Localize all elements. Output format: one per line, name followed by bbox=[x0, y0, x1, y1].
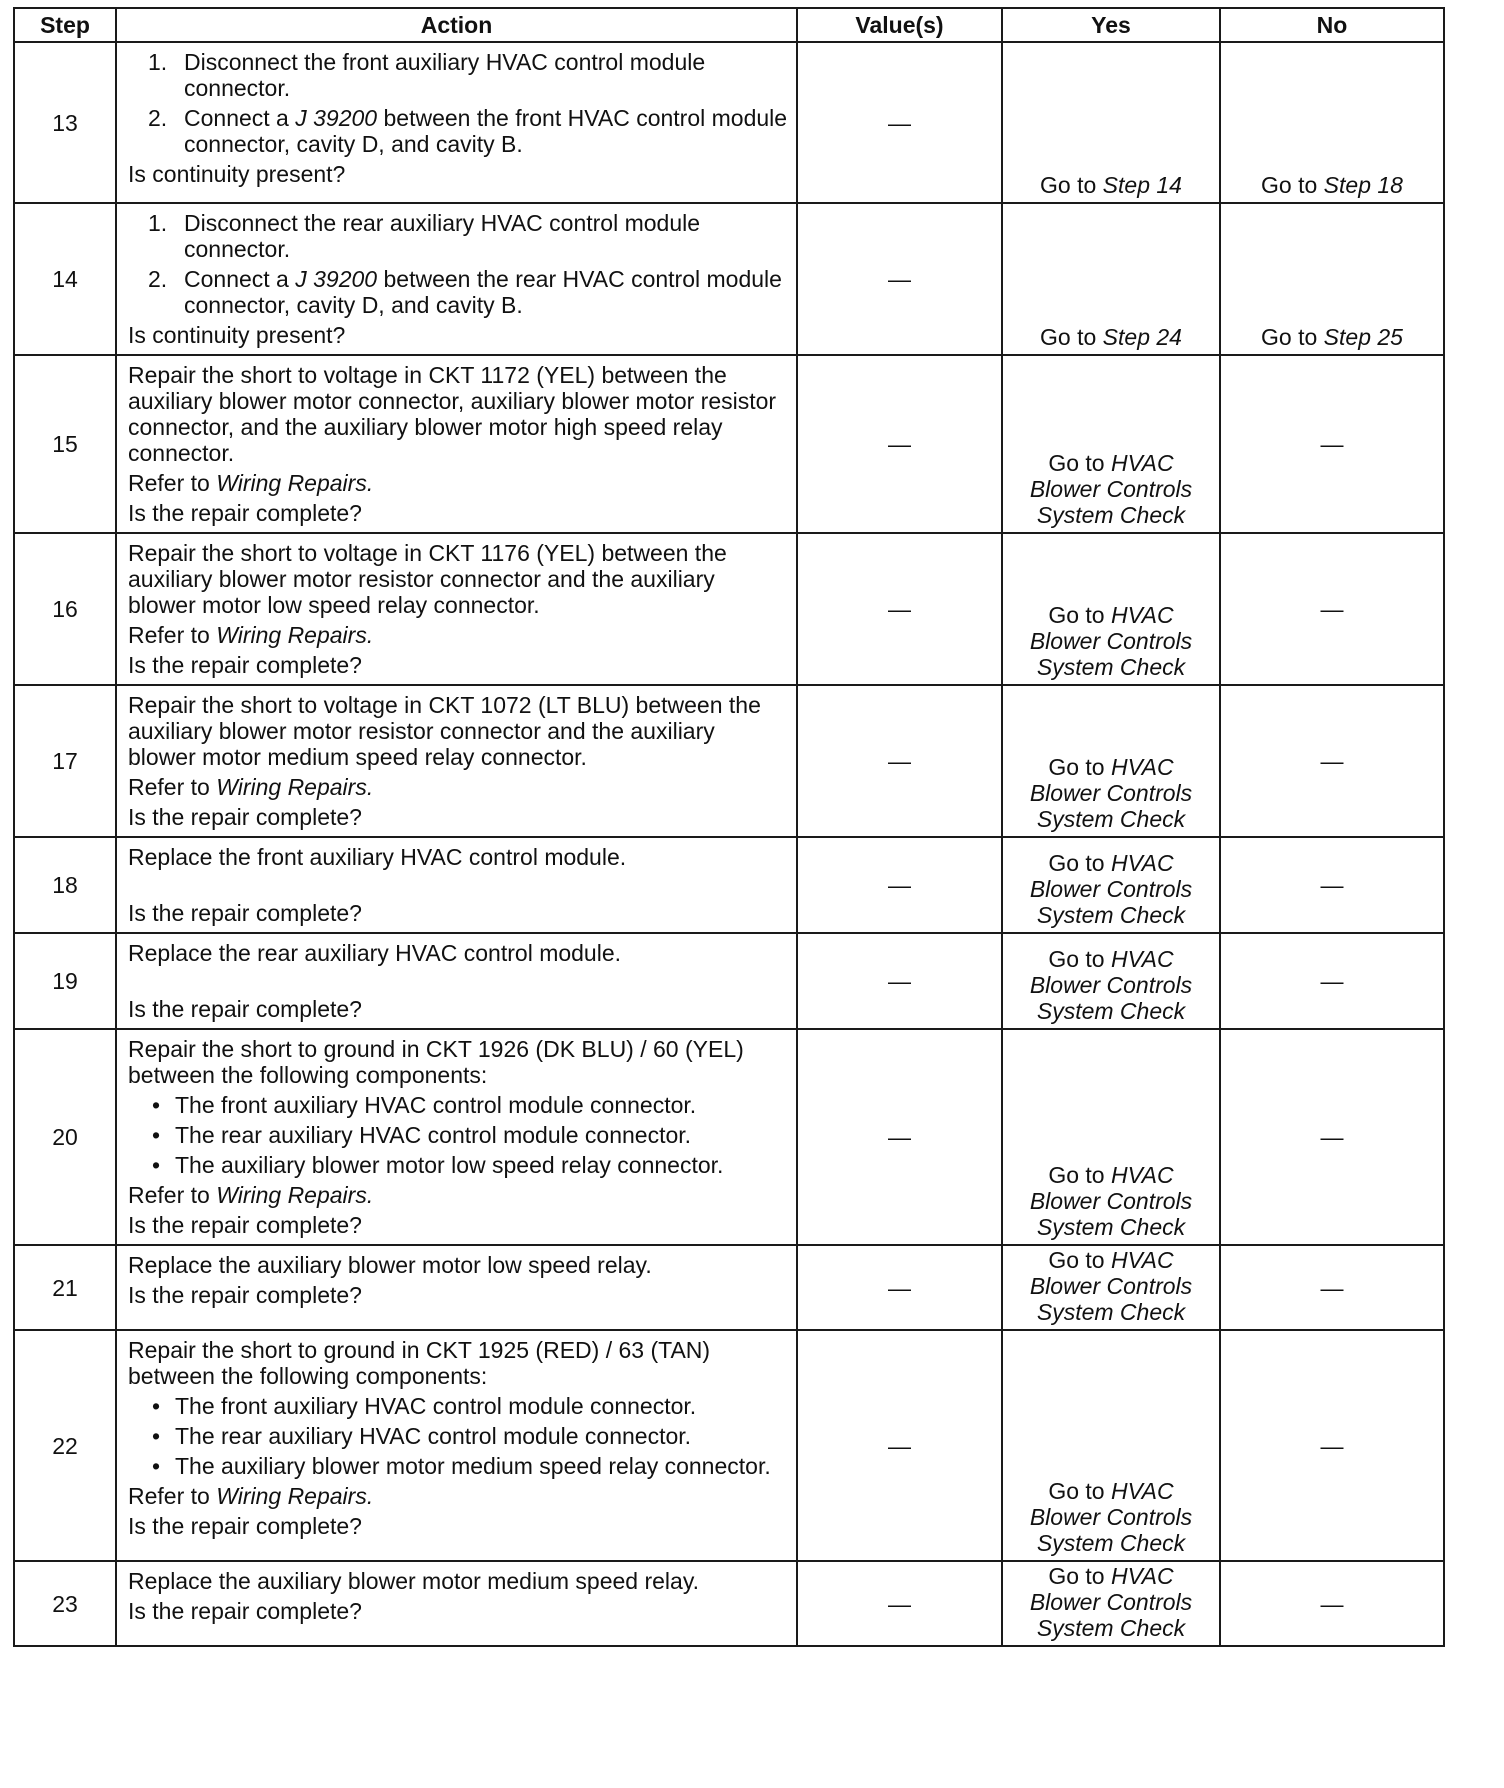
target-line: HVAC bbox=[1111, 1162, 1174, 1188]
header-row bbox=[14, 8, 1444, 42]
no-cell bbox=[1220, 933, 1444, 1029]
question: Is the repair complete? bbox=[128, 804, 362, 830]
list-item bbox=[128, 210, 788, 262]
refer-prefix: Refer to bbox=[128, 622, 210, 648]
dash: — bbox=[1320, 1432, 1344, 1459]
numbered-list bbox=[128, 49, 788, 157]
target-line: Blower Controls bbox=[1029, 1188, 1193, 1214]
table-row bbox=[14, 1561, 1444, 1646]
dash: — bbox=[888, 266, 911, 292]
list-item bbox=[128, 1423, 788, 1449]
dash: — bbox=[888, 596, 911, 622]
table-row bbox=[14, 42, 1444, 203]
list-item bbox=[128, 105, 788, 157]
goto-prefix: Go to bbox=[1048, 754, 1105, 780]
target-line: Blower Controls bbox=[1029, 1273, 1193, 1299]
no-cell bbox=[1220, 837, 1444, 933]
target-line: System Check bbox=[1036, 902, 1186, 928]
question: Is the repair complete? bbox=[128, 1513, 362, 1539]
table-row bbox=[14, 933, 1444, 1029]
dash: — bbox=[888, 109, 911, 136]
header-no: No bbox=[1220, 8, 1444, 42]
target-line: HVAC bbox=[1111, 1247, 1174, 1273]
refer-prefix: Refer to bbox=[128, 470, 210, 496]
yes-target: Step 24 bbox=[1102, 324, 1182, 350]
dash: — bbox=[888, 1274, 911, 1301]
no-cell bbox=[1220, 1245, 1444, 1330]
target-line: System Check bbox=[1036, 998, 1186, 1024]
question: Is the repair complete? bbox=[128, 652, 362, 678]
action-text: Replace the rear auxiliary HVAC control module. bbox=[128, 940, 622, 966]
refer-target: Wiring Repairs. bbox=[216, 1483, 374, 1509]
refer-prefix: Refer to bbox=[128, 774, 210, 800]
no-cell bbox=[1220, 203, 1444, 355]
bullet-icon: • bbox=[152, 1122, 161, 1148]
goto-line bbox=[1004, 1247, 1218, 1273]
action-cell bbox=[116, 1029, 797, 1245]
target-line: System Check bbox=[1036, 1214, 1186, 1240]
item-text: The rear auxiliary HVAC control module connector. bbox=[175, 1122, 692, 1148]
action-text: Replace the auxiliary blower motor low speed relay. bbox=[128, 1252, 652, 1278]
dash: — bbox=[1320, 1124, 1344, 1150]
goto-prefix: Go to bbox=[1048, 1563, 1105, 1589]
dash: — bbox=[1320, 1590, 1344, 1617]
target-line: System Check bbox=[1036, 1530, 1186, 1556]
numbered-list bbox=[128, 210, 788, 318]
list-item bbox=[128, 1453, 788, 1479]
spacer bbox=[128, 870, 788, 896]
action-text: Repair the short to voltage in CKT 1172 (YEL) between the auxiliary blower motor connector, auxiliary blower motor resistor connector, and the auxiliary blower motor high speed relay connector. bbox=[128, 362, 777, 466]
target-line: Blower Controls bbox=[1029, 780, 1193, 806]
action-cell bbox=[116, 837, 797, 933]
bullet-icon: • bbox=[152, 1453, 161, 1479]
bullet-icon: • bbox=[152, 1393, 161, 1419]
action-text: Repair the short to voltage in CKT 1072 (LT BLU) between the auxiliary blower motor resistor connector and the auxiliary blower motor medium speed relay connector. bbox=[128, 692, 761, 770]
item-text: Connect a bbox=[184, 105, 289, 131]
action-cell bbox=[116, 203, 797, 355]
refer-target: Wiring Repairs. bbox=[216, 774, 374, 800]
value-cell bbox=[797, 1561, 1002, 1646]
step-number: 23 bbox=[14, 1561, 116, 1646]
dash: — bbox=[1320, 1274, 1344, 1301]
step-number: 14 bbox=[14, 203, 116, 355]
refer-target: Wiring Repairs. bbox=[216, 470, 374, 496]
goto-prefix: Go to bbox=[1261, 324, 1318, 350]
table-row bbox=[14, 1245, 1444, 1330]
value-cell bbox=[797, 42, 1002, 203]
target-line: HVAC bbox=[1111, 946, 1174, 972]
goto-line bbox=[1004, 754, 1218, 780]
value-cell bbox=[797, 837, 1002, 933]
target-line: Blower Controls bbox=[1029, 628, 1193, 654]
value-cell bbox=[797, 533, 1002, 685]
value-cell bbox=[797, 1029, 1002, 1245]
table-row bbox=[14, 1330, 1444, 1561]
item-text: The front auxiliary HVAC control module connector. bbox=[175, 1092, 697, 1118]
target-line: Blower Controls bbox=[1029, 476, 1193, 502]
diagnostic-table bbox=[13, 7, 1445, 1647]
list-item bbox=[128, 49, 788, 101]
tool-name: J 39200 bbox=[295, 105, 378, 131]
question: Is the repair complete? bbox=[128, 1598, 362, 1624]
value-cell bbox=[797, 685, 1002, 837]
value-cell bbox=[797, 1330, 1002, 1561]
bullet-icon: • bbox=[152, 1423, 161, 1449]
goto-line bbox=[1004, 1478, 1218, 1504]
target-line: System Check bbox=[1036, 1615, 1186, 1641]
step-number: 21 bbox=[14, 1245, 116, 1330]
action-cell bbox=[116, 533, 797, 685]
goto-prefix: Go to bbox=[1040, 324, 1097, 350]
list-item bbox=[128, 1092, 788, 1118]
action-text: Repair the short to voltage in CKT 1176 (YEL) between the auxiliary blower motor resistor connector and the auxiliary blower motor low speed relay connector. bbox=[128, 540, 727, 618]
yes-cell bbox=[1002, 1029, 1220, 1245]
refer-line bbox=[128, 470, 788, 496]
item-text: The auxiliary blower motor medium speed relay connector. bbox=[175, 1453, 771, 1479]
dash: — bbox=[888, 431, 911, 457]
action-cell bbox=[116, 1561, 797, 1646]
refer-target: Wiring Repairs. bbox=[216, 1182, 374, 1208]
step-number: 15 bbox=[14, 355, 116, 533]
target-line: System Check bbox=[1036, 502, 1186, 528]
goto-line bbox=[1004, 450, 1218, 476]
yes-cell bbox=[1002, 1245, 1220, 1330]
action-cell bbox=[116, 1330, 797, 1561]
dash: — bbox=[1320, 872, 1344, 898]
item-text: between the rear HVAC control module connector, cavity D, and cavity B. bbox=[184, 266, 782, 318]
goto-prefix: Go to bbox=[1048, 450, 1105, 476]
table-row bbox=[14, 685, 1444, 837]
value-cell bbox=[797, 1245, 1002, 1330]
target-line: HVAC bbox=[1111, 754, 1174, 780]
table-row bbox=[14, 533, 1444, 685]
goto-prefix: Go to bbox=[1261, 172, 1318, 198]
table-row bbox=[14, 1029, 1444, 1245]
goto-line bbox=[1004, 1162, 1218, 1188]
yes-target: Step 14 bbox=[1102, 172, 1182, 198]
yes-cell bbox=[1002, 355, 1220, 533]
no-cell bbox=[1220, 355, 1444, 533]
spacer bbox=[128, 966, 788, 992]
item-number: 2. bbox=[148, 266, 168, 292]
question: Is the repair complete? bbox=[128, 1212, 362, 1238]
action-cell bbox=[116, 42, 797, 203]
item-text: The auxiliary blower motor low speed relay connector. bbox=[175, 1152, 724, 1178]
bullet-icon: • bbox=[152, 1152, 161, 1178]
step-number: 16 bbox=[14, 533, 116, 685]
item-text: between the front HVAC control module connector, cavity D, and cavity B. bbox=[184, 105, 788, 157]
dash: — bbox=[1320, 431, 1344, 457]
bullet-list bbox=[128, 1092, 788, 1178]
table-row bbox=[14, 355, 1444, 533]
step-number: 20 bbox=[14, 1029, 116, 1245]
value-cell bbox=[797, 933, 1002, 1029]
header-action: Action bbox=[116, 8, 797, 42]
list-item bbox=[128, 1393, 788, 1419]
question: Is the repair complete? bbox=[128, 500, 362, 526]
action-text: Replace the auxiliary blower motor medium speed relay. bbox=[128, 1568, 700, 1594]
target-line: HVAC bbox=[1111, 1563, 1174, 1589]
target-line: System Check bbox=[1036, 806, 1186, 832]
goto-prefix: Go to bbox=[1048, 850, 1105, 876]
action-text: Repair the short to ground in CKT 1925 (RED) / 63 (TAN) between the following components: bbox=[128, 1337, 711, 1389]
action-cell bbox=[116, 355, 797, 533]
target-line: HVAC bbox=[1111, 450, 1174, 476]
step-number: 17 bbox=[14, 685, 116, 837]
header-step: Step bbox=[14, 8, 116, 42]
dash: — bbox=[888, 872, 911, 898]
goto-line bbox=[1004, 946, 1218, 972]
refer-prefix: Refer to bbox=[128, 1483, 210, 1509]
dash: — bbox=[888, 1432, 911, 1459]
list-item bbox=[128, 266, 788, 318]
dash: — bbox=[888, 1590, 911, 1617]
refer-line bbox=[128, 1182, 788, 1208]
goto-prefix: Go to bbox=[1048, 1162, 1105, 1188]
goto-line bbox=[1004, 850, 1218, 876]
value-cell bbox=[797, 203, 1002, 355]
yes-cell bbox=[1002, 203, 1220, 355]
refer-target: Wiring Repairs. bbox=[216, 622, 374, 648]
goto-prefix: Go to bbox=[1048, 1478, 1105, 1504]
no-cell bbox=[1220, 42, 1444, 203]
bullet-icon: • bbox=[152, 1092, 161, 1118]
dash: — bbox=[1320, 596, 1344, 622]
action-cell bbox=[116, 1245, 797, 1330]
yes-cell bbox=[1002, 42, 1220, 203]
item-number: 2. bbox=[148, 105, 168, 131]
target-line: Blower Controls bbox=[1029, 972, 1193, 998]
table-row bbox=[14, 203, 1444, 355]
yes-cell bbox=[1002, 533, 1220, 685]
question: Is the repair complete? bbox=[128, 996, 362, 1022]
item-text: The front auxiliary HVAC control module connector. bbox=[175, 1393, 697, 1419]
dash: — bbox=[1320, 748, 1344, 774]
refer-line bbox=[128, 1483, 788, 1509]
yes-cell bbox=[1002, 1330, 1220, 1561]
no-target: Step 25 bbox=[1323, 324, 1403, 350]
item-text: Connect a bbox=[184, 266, 289, 292]
refer-prefix: Refer to bbox=[128, 1182, 210, 1208]
table-row bbox=[14, 837, 1444, 933]
question: Is continuity present? bbox=[128, 322, 346, 348]
target-line: Blower Controls bbox=[1029, 1589, 1193, 1615]
goto-line bbox=[1004, 602, 1218, 628]
question: Is the repair complete? bbox=[128, 900, 362, 926]
yes-cell bbox=[1002, 1561, 1220, 1646]
target-line: HVAC bbox=[1111, 850, 1174, 876]
action-cell bbox=[116, 933, 797, 1029]
item-text: Disconnect the front auxiliary HVAC control module connector. bbox=[184, 49, 706, 101]
no-target: Step 18 bbox=[1323, 172, 1403, 198]
question: Is the repair complete? bbox=[128, 1282, 362, 1308]
tool-name: J 39200 bbox=[295, 266, 378, 292]
item-number: 1. bbox=[148, 210, 168, 236]
action-cell bbox=[116, 685, 797, 837]
dash: — bbox=[1320, 968, 1344, 994]
dash: — bbox=[888, 968, 911, 994]
no-cell bbox=[1220, 1029, 1444, 1245]
step-number: 19 bbox=[14, 933, 116, 1029]
refer-line bbox=[128, 774, 788, 800]
goto-prefix: Go to bbox=[1048, 1247, 1105, 1273]
dash: — bbox=[888, 748, 911, 774]
step-number: 22 bbox=[14, 1330, 116, 1561]
refer-line bbox=[128, 622, 788, 648]
yes-cell bbox=[1002, 685, 1220, 837]
no-cell bbox=[1220, 1330, 1444, 1561]
target-line: Blower Controls bbox=[1029, 1504, 1193, 1530]
no-cell bbox=[1220, 685, 1444, 837]
yes-cell bbox=[1002, 933, 1220, 1029]
step-number: 18 bbox=[14, 837, 116, 933]
target-line: System Check bbox=[1036, 654, 1186, 680]
target-line: System Check bbox=[1036, 1299, 1186, 1325]
action-text: Repair the short to ground in CKT 1926 (DK BLU) / 60 (YEL) between the following components: bbox=[128, 1036, 744, 1088]
goto-prefix: Go to bbox=[1048, 602, 1105, 628]
target-line: Blower Controls bbox=[1029, 876, 1193, 902]
question: Is continuity present? bbox=[128, 161, 346, 187]
item-text: Disconnect the rear auxiliary HVAC control module connector. bbox=[184, 210, 701, 262]
header-yes: Yes bbox=[1002, 8, 1220, 42]
value-cell bbox=[797, 355, 1002, 533]
yes-cell bbox=[1002, 837, 1220, 933]
goto-prefix: Go to bbox=[1048, 946, 1105, 972]
bullet-list bbox=[128, 1393, 788, 1479]
item-text: The rear auxiliary HVAC control module connector. bbox=[175, 1423, 692, 1449]
target-line: HVAC bbox=[1111, 1478, 1174, 1504]
target-line: HVAC bbox=[1111, 602, 1174, 628]
dash: — bbox=[888, 1124, 911, 1150]
no-cell bbox=[1220, 533, 1444, 685]
no-cell bbox=[1220, 1561, 1444, 1646]
action-text: Replace the front auxiliary HVAC control module. bbox=[128, 844, 627, 870]
header-values: Value(s) bbox=[797, 8, 1002, 42]
goto-prefix: Go to bbox=[1040, 172, 1097, 198]
list-item bbox=[128, 1152, 788, 1178]
item-number: 1. bbox=[148, 49, 168, 75]
step-number: 13 bbox=[14, 42, 116, 203]
goto-line bbox=[1004, 1563, 1218, 1589]
list-item bbox=[128, 1122, 788, 1148]
